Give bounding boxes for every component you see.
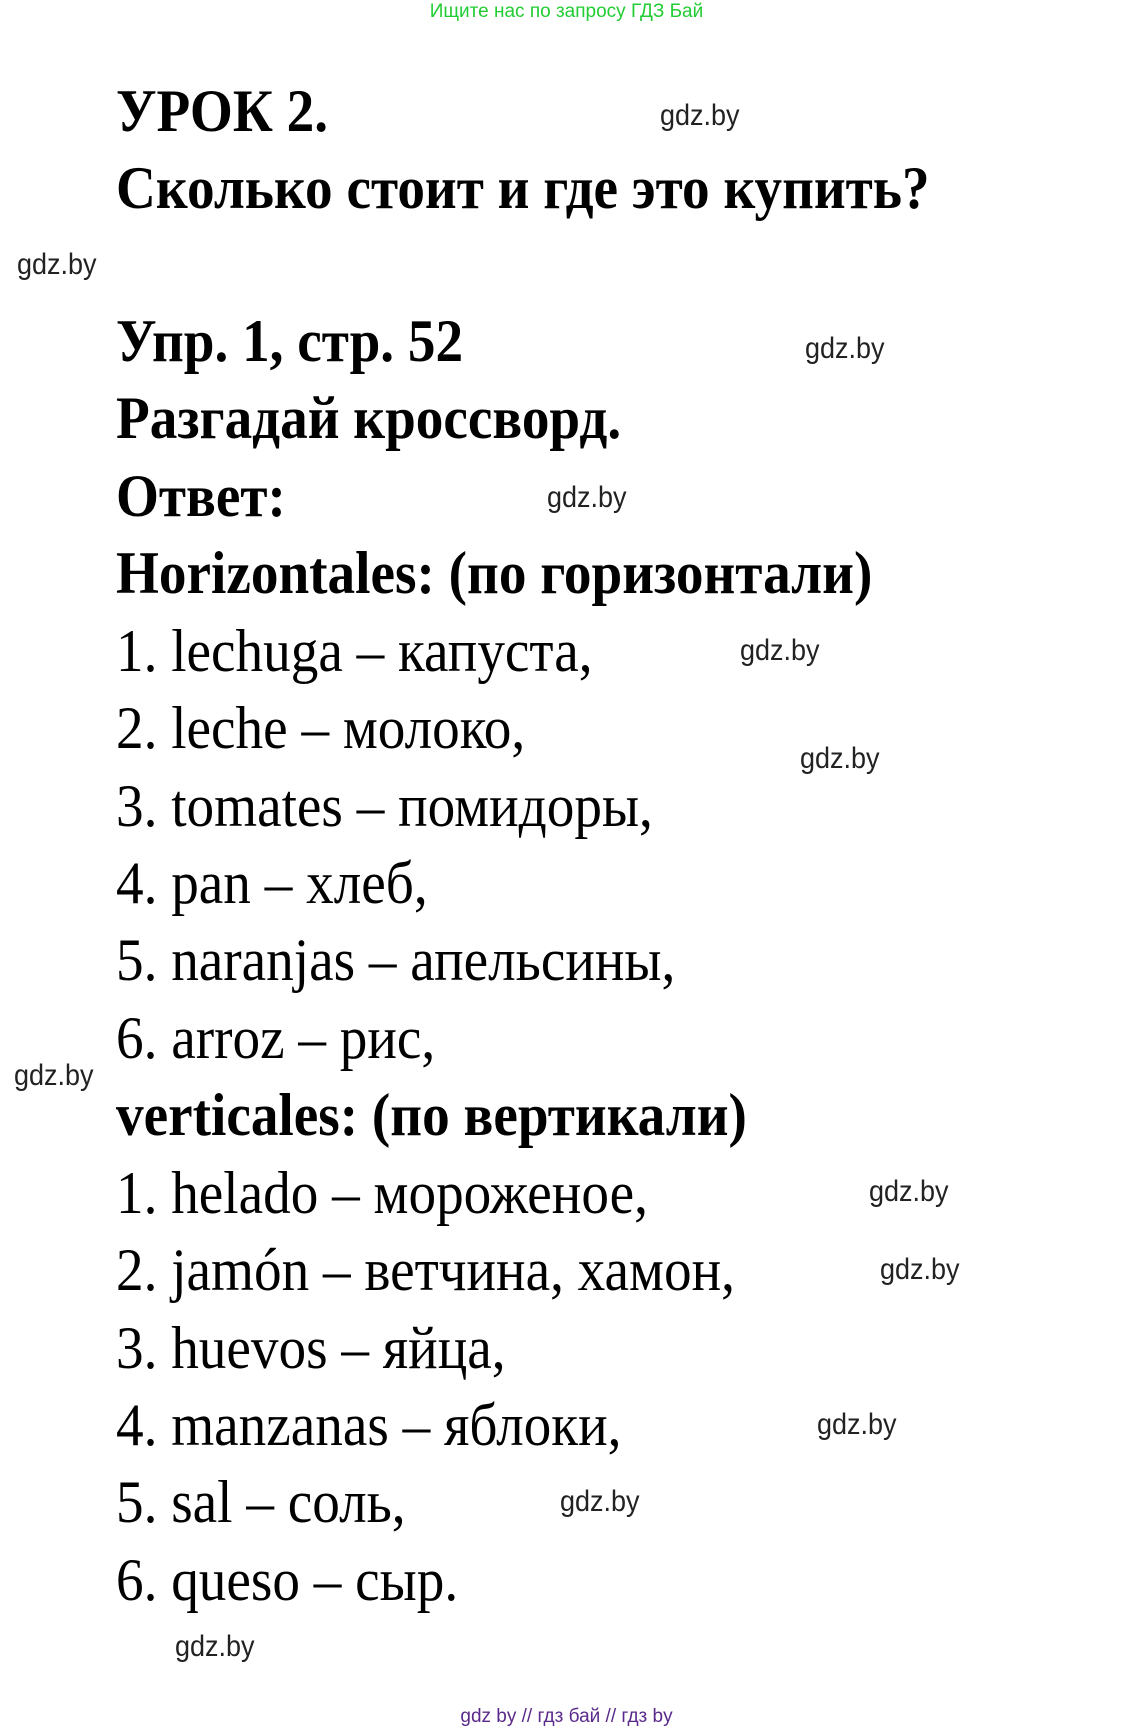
watermark: gdz.by	[800, 742, 880, 775]
exercise-reference: Упр. 1, стр. 52	[116, 308, 464, 374]
lesson-subtitle: Сколько стоит и где это купить?	[116, 155, 930, 221]
vertical-heading: verticales: (по вертикали)	[116, 1082, 747, 1148]
watermark: gdz.by	[869, 1175, 949, 1208]
watermark: gdz.by	[175, 1630, 255, 1663]
list-item: 6. arroz – рис,	[116, 1005, 436, 1071]
watermark: gdz.by	[660, 99, 740, 132]
list-item: 3. tomates – помидоры,	[116, 773, 653, 839]
watermark: gdz.by	[17, 248, 97, 281]
task-text: Разгадай кроссворд.	[116, 385, 622, 451]
header-banner[interactable]: Ищите нас по запросу ГДЗ Бай	[429, 1, 704, 22]
list-item: 6. queso – сыр.	[116, 1547, 459, 1613]
watermark: gdz.by	[14, 1059, 94, 1092]
footer-links[interactable]: gdz by // гдз бай // гдз by	[460, 1706, 673, 1727]
watermark: gdz.by	[880, 1253, 960, 1286]
list-item: 4. manzanas – яблоки,	[116, 1392, 622, 1458]
list-item: 1. helado – мороженое,	[116, 1160, 648, 1226]
answer-label: Ответ:	[116, 463, 286, 529]
list-item: 2. leche – молоко,	[116, 695, 526, 761]
horizontal-heading: Horizontales: (по горизонтали)	[116, 540, 873, 606]
watermark: gdz.by	[817, 1408, 897, 1441]
list-item: 5. sal – соль,	[116, 1469, 406, 1535]
watermark: gdz.by	[560, 1485, 640, 1518]
watermark: gdz.by	[740, 634, 820, 667]
watermark: gdz.by	[805, 332, 885, 365]
lesson-title: УРОК 2.	[116, 78, 329, 144]
list-item: 4. pan – хлеб,	[116, 850, 428, 916]
list-item: 5. naranjas – апельсины,	[116, 927, 676, 993]
list-item: 3. huevos – яйца,	[116, 1315, 506, 1381]
watermark: gdz.by	[547, 481, 627, 514]
list-item: 1. lechuga – капуста,	[116, 618, 593, 684]
list-item: 2. jamón – ветчина, хамон,	[116, 1237, 735, 1303]
